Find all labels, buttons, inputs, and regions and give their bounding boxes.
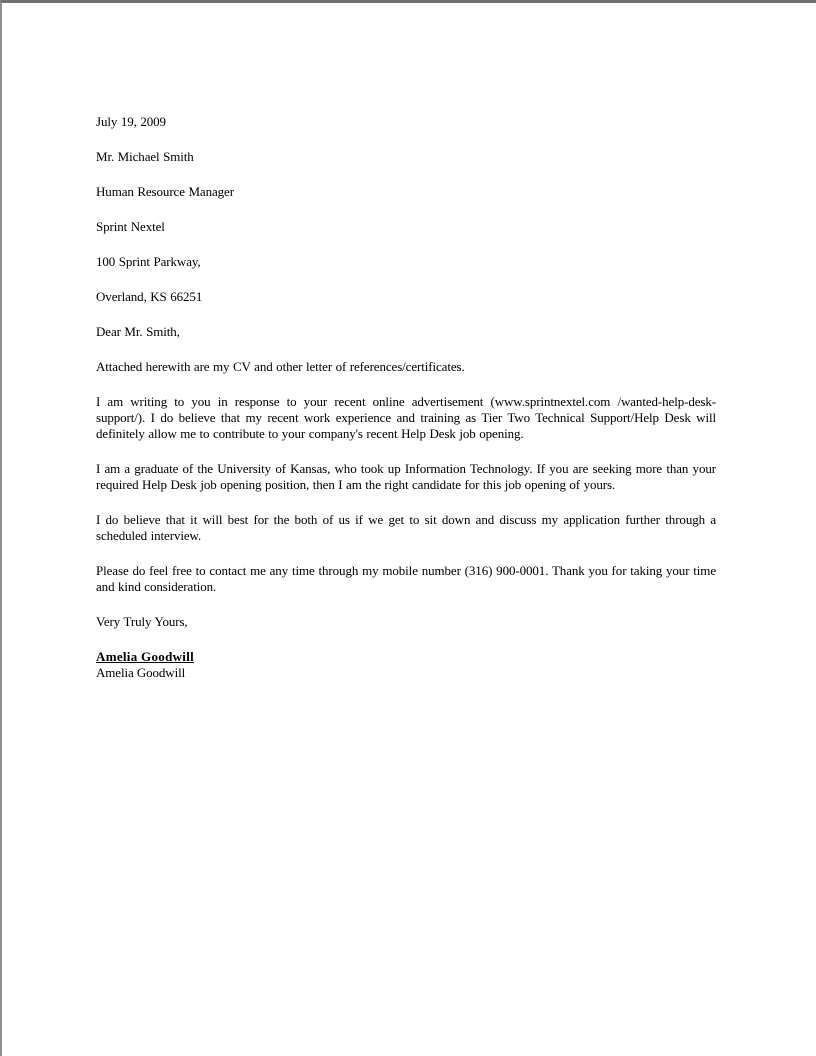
- salutation: Dear Mr. Smith,: [96, 324, 180, 339]
- body-paragraph: I do believe that it will best for the both of us if we get to sit down and discuss my application further through a scheduled interview.: [96, 512, 716, 543]
- closing: Very Truly Yours,: [96, 614, 188, 629]
- recipient-address-line1: 100 Sprint Parkway,: [96, 254, 201, 269]
- body-paragraph: Please do feel free to contact me any time through my mobile number (316) 900-0001. Thank you for taking your time and kind consideration.: [96, 563, 716, 594]
- body-paragraph: Attached herewith are my CV and other letter of references/certificates.: [96, 359, 465, 374]
- signature-block: [96, 649, 716, 681]
- body-paragraph: I am a graduate of the University of Kansas, who took up Information Technology. If you are seeking more than your required Help Desk job opening position, then I am the right candidate for this job opening of yours.: [96, 461, 716, 492]
- typed-name: Amelia Goodwill: [96, 665, 186, 680]
- recipient-title: Human Resource Manager: [96, 184, 234, 199]
- recipient-name: Mr. Michael Smith: [96, 149, 194, 164]
- body-paragraph: I am writing to you in response to your recent online advertisement (www.sprintnextel.com /wanted-help-desk-support/). I do believe that my recent work experience and training as Tier Two Technical Support/Help Desk will definitely allow me to contribute to your company's recent Help Desk job opening.: [96, 394, 716, 441]
- letter-date: July 19, 2009: [96, 114, 166, 129]
- signature-name: Amelia Goodwill: [96, 649, 195, 664]
- recipient-company: Sprint Nextel: [96, 219, 165, 234]
- letter-content: [96, 114, 716, 681]
- recipient-address-line2: Overland, KS 66251: [96, 289, 203, 304]
